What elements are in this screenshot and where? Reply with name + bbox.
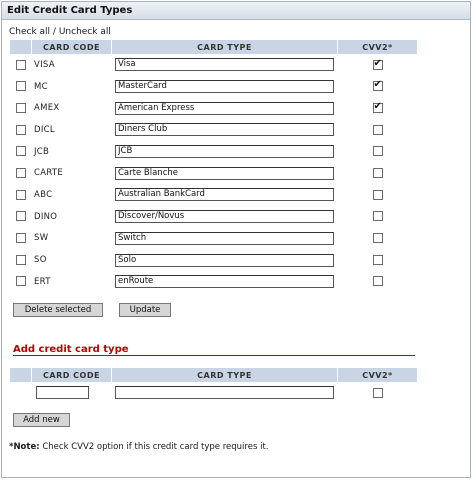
select-column-header <box>10 40 32 54</box>
card-type-input[interactable] <box>115 232 334 245</box>
add-new-button[interactable]: Add new <box>13 413 70 427</box>
card-code: CARTE <box>34 168 64 179</box>
card-code: SO <box>34 255 47 266</box>
row-select-checkbox[interactable] <box>16 276 26 286</box>
card-type-input[interactable] <box>115 58 334 71</box>
update-button[interactable]: Update <box>119 303 171 317</box>
check-links <box>9 27 111 37</box>
new-card-code-input[interactable] <box>36 386 89 399</box>
add-cvv2-column-header: CVV2* <box>338 368 417 382</box>
table-row <box>10 184 417 206</box>
cvv2-checkbox[interactable] <box>373 190 383 200</box>
cvv2-note <box>9 442 268 452</box>
card-code: MC <box>34 81 48 92</box>
add-select-column-header <box>10 368 32 382</box>
row-select-checkbox[interactable] <box>16 255 26 265</box>
add-table-header-row <box>10 368 417 382</box>
add-credit-card-type-title: Add credit card type <box>13 344 129 355</box>
row-select-checkbox[interactable] <box>16 81 26 91</box>
cvv2-checkbox[interactable] <box>373 103 383 113</box>
credit-card-types-table <box>10 40 417 293</box>
table-row <box>10 97 417 119</box>
add-card-code-column-header: CARD CODE <box>32 368 112 382</box>
row-select-checkbox[interactable] <box>16 168 26 178</box>
card-code: DICL <box>34 124 55 135</box>
cvv2-checkbox[interactable] <box>373 60 383 70</box>
table-row <box>10 76 417 98</box>
card-code-column-header: CARD CODE <box>32 40 112 54</box>
cvv2-checkbox[interactable] <box>373 125 383 135</box>
row-select-checkbox[interactable] <box>16 125 26 135</box>
card-type-input[interactable] <box>115 275 334 288</box>
add-card-type-column-header: CARD TYPE <box>112 368 338 382</box>
check-all-link[interactable]: Check all <box>9 27 51 37</box>
card-type-input[interactable] <box>115 145 334 158</box>
card-code: VISA <box>34 59 55 70</box>
row-select-checkbox[interactable] <box>16 60 26 70</box>
card-code: AMEX <box>34 103 60 114</box>
links-separator: / <box>50 27 59 37</box>
cvv2-checkbox[interactable] <box>373 211 383 221</box>
panel-title: Edit Credit Card Types <box>2 2 470 20</box>
table-row <box>10 54 417 76</box>
row-select-checkbox[interactable] <box>16 190 26 200</box>
card-type-column-header: CARD TYPE <box>112 40 338 54</box>
table-row <box>10 271 417 293</box>
card-type-input[interactable] <box>115 123 334 136</box>
card-type-input[interactable] <box>115 167 334 180</box>
delete-selected-button[interactable]: Delete selected <box>13 303 103 317</box>
add-card-row <box>10 382 417 404</box>
cvv2-checkbox[interactable] <box>373 233 383 243</box>
uncheck-all-link[interactable]: Uncheck all <box>58 27 111 37</box>
card-type-input[interactable] <box>115 80 334 93</box>
table-row <box>10 249 417 271</box>
card-type-input[interactable] <box>115 210 334 223</box>
card-code: ERT <box>34 276 51 287</box>
add-credit-card-table <box>10 368 417 404</box>
card-code: ABC <box>34 189 53 200</box>
table-header-row <box>10 40 417 54</box>
cvv2-checkbox[interactable] <box>373 168 383 178</box>
card-code: JCB <box>34 146 50 157</box>
table-row <box>10 206 417 228</box>
cvv2-checkbox[interactable] <box>373 81 383 91</box>
add-section-divider <box>13 355 415 356</box>
note-label: *Note: <box>9 442 40 452</box>
row-select-checkbox[interactable] <box>16 233 26 243</box>
note-text: Check CVV2 option if this credit card type requires it. <box>39 442 269 452</box>
row-select-checkbox[interactable] <box>16 146 26 156</box>
card-code: DINO <box>34 211 58 222</box>
table-row <box>10 162 417 184</box>
cvv2-column-header: CVV2* <box>338 40 417 54</box>
cvv2-checkbox[interactable] <box>373 276 383 286</box>
new-card-cvv2-checkbox[interactable] <box>373 388 383 398</box>
row-select-checkbox[interactable] <box>16 103 26 113</box>
table-row <box>10 119 417 141</box>
card-type-input[interactable] <box>115 254 334 267</box>
table-row <box>10 141 417 163</box>
row-select-checkbox[interactable] <box>16 211 26 221</box>
cvv2-checkbox[interactable] <box>373 146 383 156</box>
table-row <box>10 228 417 250</box>
new-card-type-input[interactable] <box>115 386 334 399</box>
card-type-input[interactable] <box>115 102 334 115</box>
card-type-input[interactable] <box>115 188 334 201</box>
card-code: SW <box>34 233 49 244</box>
cvv2-checkbox[interactable] <box>373 255 383 265</box>
